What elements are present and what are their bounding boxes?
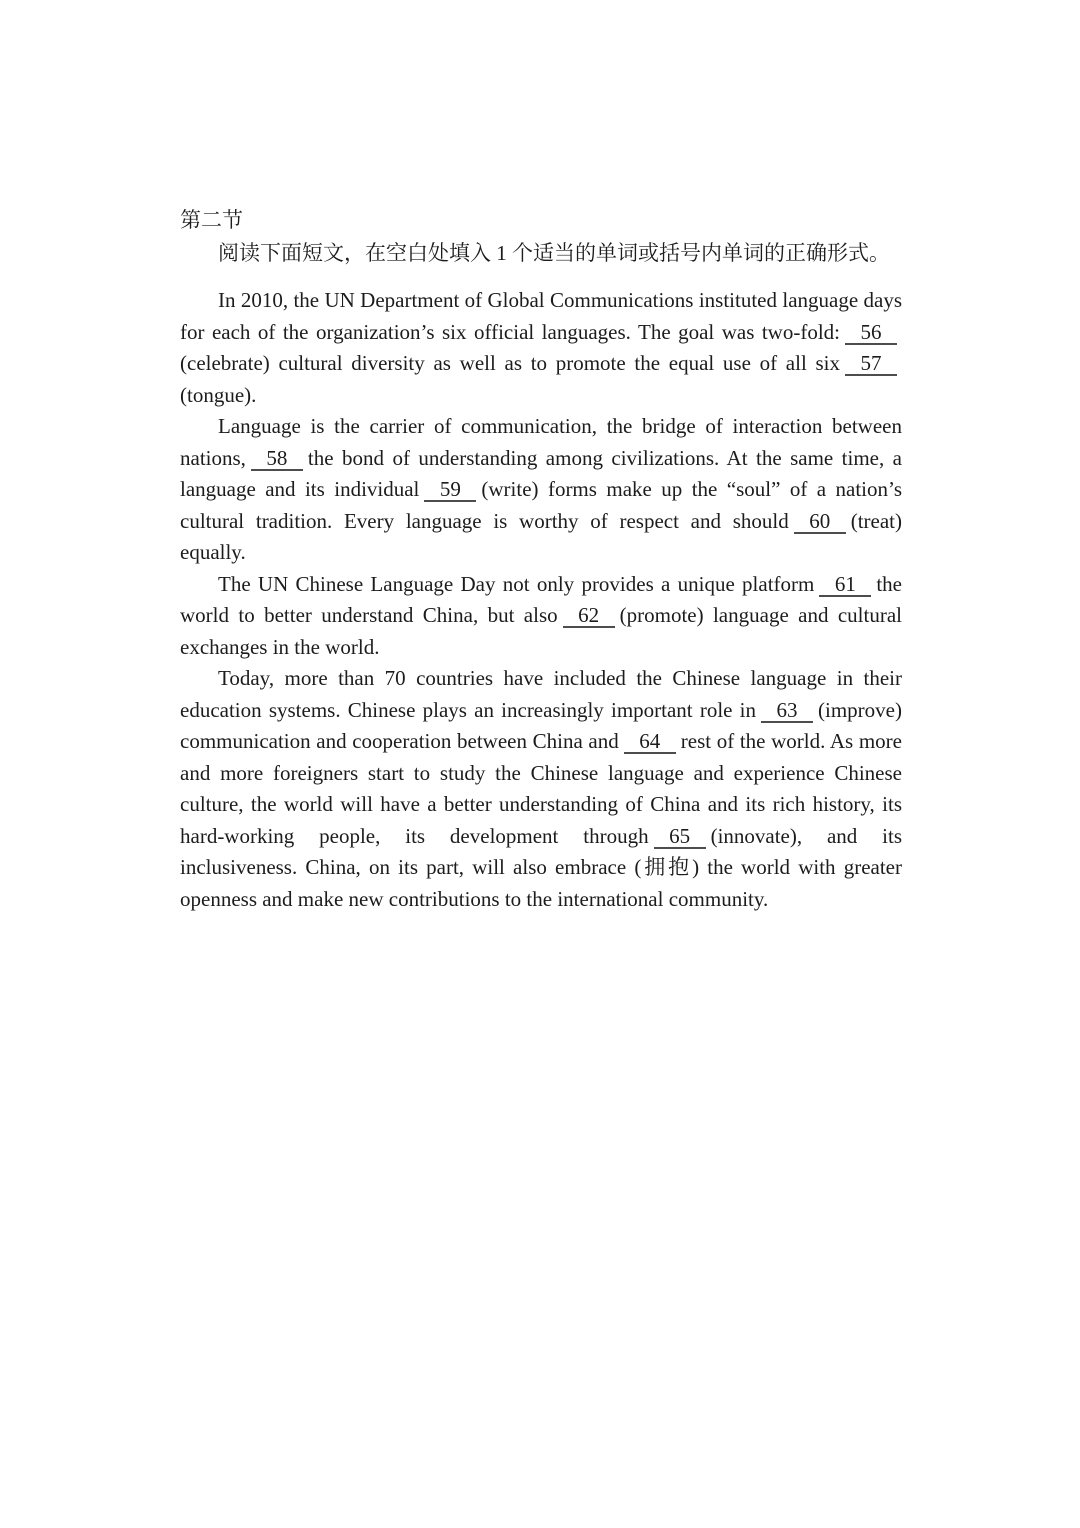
- blank-62: 62: [563, 605, 615, 628]
- paragraph: Language is the carrier of communication, the bridge of interaction between nations, 58 the bond of understanding among civilizations. At the same time, a language and its individual 59 (write) forms make up the “soul” of a nation’s cultural tradition. Every language is worthy of respect and should 60 (treat) equally.: [180, 414, 902, 564]
- blank-56: 56: [845, 322, 897, 345]
- passage: [180, 285, 902, 915]
- blank-61: 61: [819, 574, 871, 597]
- page-content: [180, 205, 902, 915]
- blank-64: 64: [624, 731, 676, 754]
- blank-63: 63: [761, 700, 813, 723]
- blank-60: 60: [794, 511, 846, 534]
- paragraph: In 2010, the UN Department of Global Communications instituted language days for each of the organization’s six official languages. The goal was two-fold: 56(celebrate) cultural diversity as well as to promote the equal use of all six 57(tongue).: [180, 288, 902, 407]
- blank-57: 57: [845, 353, 897, 376]
- blank-58: 58: [251, 448, 303, 471]
- blank-65: 65: [654, 826, 706, 849]
- section-title: 第二节: [180, 208, 243, 232]
- paragraph: The UN Chinese Language Day not only provides a unique platform 61 the world to better understand China, but also 62 (promote) language and cultural exchanges in the world.: [180, 571, 902, 659]
- blank-59: 59: [424, 479, 476, 502]
- instruction-text: 阅读下面短文，在空白处填入 1 个适当的单词或括号内单词的正确形式。: [218, 241, 890, 265]
- paragraph: Today, more than 70 countries have included the Chinese language in their education systems. Chinese plays an increasingly important role in 63 (improve) communication and cooperation between China and 64 rest of the world. As more and more foreigners start to study the Chinese language and experience Chinese culture, the world will have a better understanding of China and its rich history, its hard-working people, its development through 65 (innovate), and its inclusiveness. China, on its part, will also embrace (拥抱) the world with greater openness and make new contributions to the international community.: [180, 666, 903, 911]
